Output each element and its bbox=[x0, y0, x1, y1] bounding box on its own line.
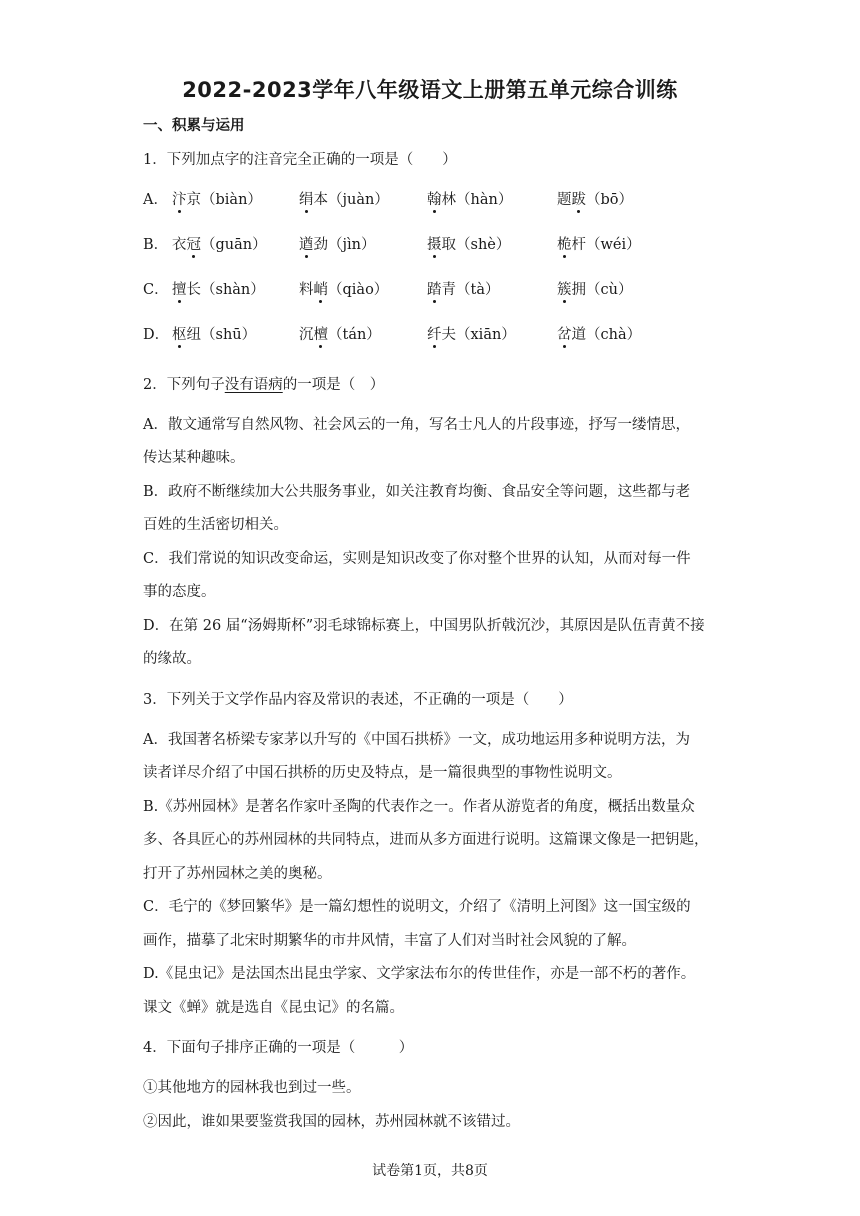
question-3-line: 课文《蝉》就是选自《昆虫记》的名篇。 bbox=[143, 1000, 404, 1016]
option-label: D． bbox=[143, 327, 170, 343]
section-heading: 一、积累与运用 bbox=[143, 117, 245, 134]
option-word bbox=[557, 323, 641, 344]
dotted-character: 檀 bbox=[314, 323, 329, 344]
option-word bbox=[557, 188, 633, 209]
dotted-character: 岔 bbox=[557, 323, 572, 344]
question-2-line: A．散文通常写自然风物、社会风云的一角，写名士凡人的片段事迹，抒写一缕情思， bbox=[143, 417, 690, 433]
question-2-line: B．政府不断继续加大公共服务事业，如关注教育均衡、食品安全等问题，这些都与老 bbox=[143, 484, 691, 500]
question-2-line: C．我们常说的知识改变命运，实则是知识改变了你对整个世界的认知，从而对每一件 bbox=[143, 551, 691, 567]
question-3-line: 画作，描摹了北宋时期繁华的市井风情，丰富了人们对当时社会风貌的了解。 bbox=[143, 933, 636, 949]
question-2-line: 事的态度。 bbox=[143, 584, 216, 600]
dotted-character: 桅 bbox=[557, 233, 572, 254]
word-suffix-pinyin: （qiào） bbox=[328, 282, 389, 298]
page-title: 2022-2023学年八年级语文上册第五单元综合训练 bbox=[182, 78, 678, 102]
word-suffix-pinyin: （guān） bbox=[201, 237, 267, 253]
option-word bbox=[172, 233, 267, 254]
option-label: C． bbox=[143, 282, 169, 298]
question-2-stem-underlined: 没有语病 bbox=[224, 377, 283, 393]
word-suffix-pinyin: 长（shàn） bbox=[186, 282, 265, 298]
dotted-character: 峭 bbox=[314, 278, 329, 299]
option-word bbox=[427, 278, 499, 299]
word-suffix-pinyin: 道（chà） bbox=[571, 327, 642, 343]
option-word bbox=[172, 278, 265, 299]
option-label: A． bbox=[143, 192, 168, 208]
word-suffix-pinyin: 青（tà） bbox=[441, 282, 500, 298]
dotted-character: 绢 bbox=[299, 188, 314, 209]
question-2-stem bbox=[143, 373, 384, 394]
option-word bbox=[299, 233, 375, 254]
word-suffix-pinyin: 本（juàn） bbox=[313, 192, 389, 208]
option-word bbox=[557, 278, 632, 299]
page-footer: 试卷第1页，共8页 bbox=[372, 1163, 488, 1179]
question-3-line: D.《昆虫记》是法国杰出昆虫学家、文学家法布尔的传世佳作，亦是一部不朽的著作。 bbox=[143, 966, 696, 982]
option-word bbox=[299, 323, 381, 344]
dotted-character: 枢 bbox=[172, 323, 187, 344]
dotted-character: 擅 bbox=[172, 278, 187, 299]
word-suffix-pinyin: （bō） bbox=[586, 192, 634, 208]
word-suffix-pinyin: 劲（jìn） bbox=[313, 237, 376, 253]
question-3-line: 读者详尽介绍了中国石拱桥的历史及特点，是一篇很典型的事物性说明文。 bbox=[143, 765, 622, 781]
word-prefix: 沉 bbox=[299, 327, 314, 343]
dotted-character: 纤 bbox=[427, 323, 442, 344]
dotted-character: 遒 bbox=[299, 233, 314, 254]
question-3-line: A．我国著名桥梁专家茅以升写的《中国石拱桥》一文，成功地运用多种说明方法，为 bbox=[143, 732, 690, 748]
option-word bbox=[299, 188, 389, 209]
dotted-character: 簇 bbox=[557, 278, 572, 299]
question-4-sentence: ②因此，谁如果要鉴赏我国的园林，苏州园林就不该错过。 bbox=[143, 1114, 520, 1130]
option-word bbox=[427, 188, 512, 209]
option-word bbox=[557, 233, 641, 254]
word-suffix-pinyin: 杆（wéi） bbox=[571, 237, 641, 253]
question-2-stem-suffix: 的一项是（ ） bbox=[282, 377, 385, 393]
question-2-line: D．在第 26 届“汤姆斯杯”羽毛球锦标赛上，中国男队折戟沉沙，其原因是队伍青黄不接 bbox=[143, 618, 705, 634]
option-word bbox=[427, 233, 510, 254]
option-word bbox=[172, 323, 256, 344]
word-suffix-pinyin: 拥（cù） bbox=[571, 282, 633, 298]
word-prefix: 题 bbox=[557, 192, 572, 208]
question-4-sentence: ①其他地方的园林我也到过一些。 bbox=[143, 1080, 361, 1096]
word-suffix-pinyin: （tán） bbox=[328, 327, 381, 343]
option-word bbox=[299, 278, 388, 299]
question-2-stem-prefix: 2．下列句子 bbox=[143, 377, 225, 393]
dotted-character: 摄 bbox=[427, 233, 442, 254]
question-2-line: 的缘故。 bbox=[143, 651, 201, 667]
question-2-line: 百姓的生活密切相关。 bbox=[143, 517, 288, 533]
word-suffix-pinyin: 纽（shū） bbox=[186, 327, 257, 343]
dotted-character: 汴 bbox=[172, 188, 187, 209]
dotted-character: 跋 bbox=[572, 188, 587, 209]
word-prefix: 料 bbox=[299, 282, 314, 298]
dotted-character: 翰 bbox=[427, 188, 442, 209]
question-3-line: 打开了苏州园林之美的奥秘。 bbox=[143, 866, 332, 882]
question-3-line: 多、各具匠心的苏州园林的共同特点，进而从多方面进行说明。这篇课文像是一把钥匙， bbox=[143, 832, 709, 848]
question-3-stem: 3．下列关于文学作品内容及常识的表述，不正确的一项是（ ） bbox=[143, 692, 573, 708]
question-3-line: C．毛宁的《梦回繁华》是一篇幻想性的说明文，介绍了《清明上河图》这一国宝级的 bbox=[143, 899, 691, 915]
option-word bbox=[172, 188, 262, 209]
word-suffix-pinyin: 取（shè） bbox=[441, 237, 511, 253]
question-4-stem: 4．下面句子排序正确的一项是（ ） bbox=[143, 1040, 414, 1056]
option-label: B． bbox=[143, 237, 169, 253]
word-suffix-pinyin: 京（biàn） bbox=[186, 192, 262, 208]
question-3-line: B.《苏州园林》是著名作家叶圣陶的代表作之一。作者从游览者的角度，概括出数量众 bbox=[143, 799, 695, 815]
word-prefix: 衣 bbox=[172, 237, 187, 253]
question-1-stem: 1．下列加点字的注音完全正确的一项是（ ） bbox=[143, 152, 457, 168]
dotted-character: 冠 bbox=[187, 233, 202, 254]
question-2-line: 传达某种趣味。 bbox=[143, 450, 245, 466]
dotted-character: 踏 bbox=[427, 278, 442, 299]
word-suffix-pinyin: 夫（xiān） bbox=[441, 327, 516, 343]
option-word bbox=[427, 323, 516, 344]
word-suffix-pinyin: 林（hàn） bbox=[441, 192, 513, 208]
